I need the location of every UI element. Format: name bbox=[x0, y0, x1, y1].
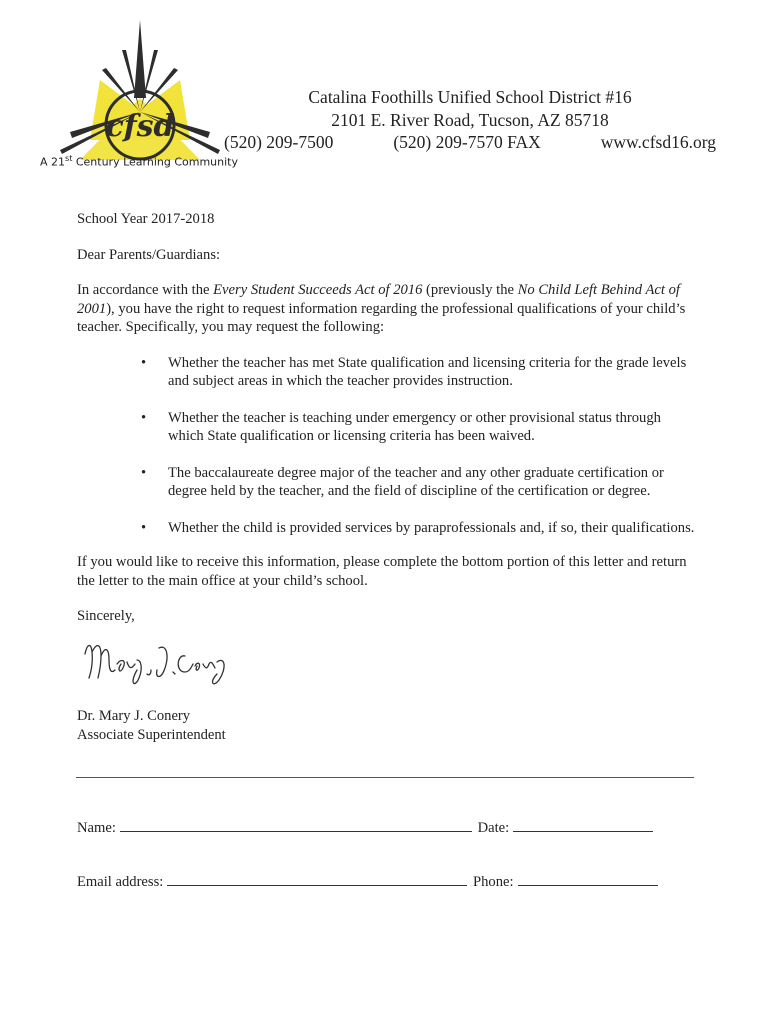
letterhead bbox=[220, 86, 720, 132]
district-name: Catalina Foothills Unified School District #16 bbox=[308, 87, 632, 107]
date-label: Date: bbox=[477, 820, 510, 836]
list-item: • Whether the teacher has met State qualification and licensing criteria for the grade levels and subject areas in which the teacher provides instruction. bbox=[77, 354, 697, 391]
school-year: School Year 2017-2018 bbox=[77, 211, 215, 227]
divider bbox=[76, 777, 694, 778]
phone-field[interactable] bbox=[518, 871, 658, 886]
list-item: • Whether the child is provided services by paraprofessionals and, if so, their qualifications. bbox=[77, 519, 697, 538]
phone-number: (520) 209-7500 bbox=[224, 132, 334, 152]
cfsd-logo bbox=[40, 20, 240, 165]
salutation: Dear Parents/Guardians: bbox=[77, 246, 221, 263]
intro-paragraph: In accordance with the Every Student Succeeds Act of 2016 (previously the No Child Left Behind Act of 2001), you have the right to request information regarding the professional qualifications of your child’s teacher. Specifically, you may request the following: bbox=[77, 282, 686, 335]
tagline: A 21st Century Learning Community bbox=[40, 154, 238, 169]
list-item: • Whether the teacher is teaching under emergency or other provisional status through which State qualification or licensing criteria has been waived. bbox=[77, 409, 697, 446]
signer-name: Dr. Mary J. Conery bbox=[77, 708, 191, 724]
email-field[interactable] bbox=[167, 871, 467, 886]
request-list bbox=[77, 354, 697, 538]
letter-body bbox=[77, 210, 697, 744]
name-field[interactable] bbox=[120, 817, 472, 832]
fax-number: (520) 209-7570 FAX bbox=[393, 132, 541, 152]
website[interactable]: www.cfsd16.org bbox=[600, 132, 716, 152]
signer-title: Associate Superintendent bbox=[77, 726, 226, 743]
logo-letters: cfsd bbox=[105, 109, 175, 144]
district-address: 2101 E. River Road, Tucson, AZ 85718 bbox=[331, 110, 609, 130]
phone-label: Phone: bbox=[472, 874, 514, 890]
email-label: Email address: bbox=[77, 874, 164, 890]
signature bbox=[77, 634, 227, 692]
closing: Sincerely, bbox=[77, 608, 135, 624]
email-phone-row bbox=[77, 871, 660, 891]
closing-paragraph: If you would like to receive this information, please complete the bottom portion of this letter and return the letter to the main office at your child’s school. bbox=[77, 554, 687, 589]
name-label: Name: bbox=[77, 820, 116, 836]
list-item: • The baccalaureate degree major of the teacher and any other graduate certification or degree held by the teacher, and the field of discipline of the certification or degree. bbox=[77, 464, 697, 501]
contact-line bbox=[224, 132, 716, 153]
name-date-row bbox=[77, 817, 655, 837]
date-field[interactable] bbox=[513, 817, 653, 832]
